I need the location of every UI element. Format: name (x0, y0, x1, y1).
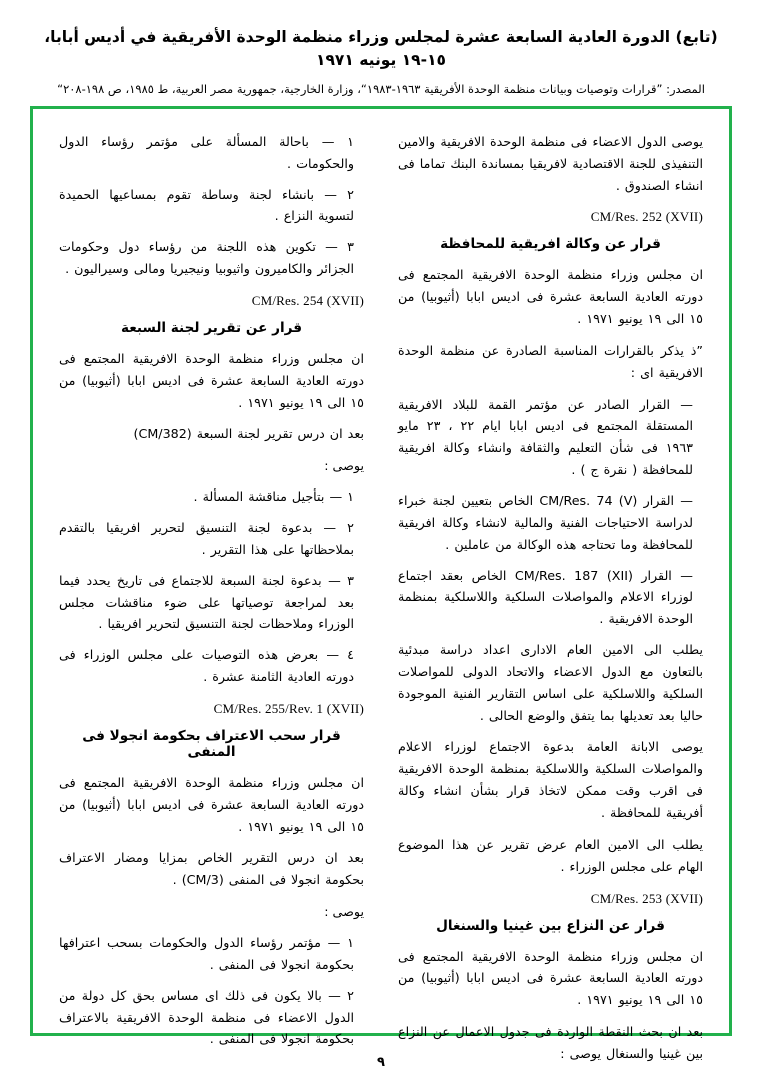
two-column-layout (59, 131, 703, 1061)
paragraph: يوصى الدول الاعضاء فى منظمة الوحدة الافريقية والامين التنفيذى للجنة الاقتصادية لافريقيا بمساندة البنك تماما فى انشاء الصندوق . (398, 133, 703, 193)
paragraph: ”ذ يذكر بالقرارات المناسبة الصادرة عن منظمة الوحدة الافريقية اى : (398, 342, 703, 380)
content-frame (30, 106, 732, 1061)
list-item: — القرار CM/Res. 187 (XII) الخاص بعقد اجتماع لوزراء الاعلام والمواصلات السلكية واللاسلكية بمنظمة الوحدة الافريقية . (398, 567, 693, 627)
lead-in-text: يوصى : (324, 904, 364, 920)
paragraph: ان مجلس وزراء منظمة الوحدة الافريقية المجتمع فى دورته العادية السابعة عشرة فى اديس ابابا (أثيوبيا) من ١٥ الى ١٩ يونيو ١٩٧١ . (398, 948, 703, 1008)
list-item: ٢ — بانشاء لجنة وساطة تقوم بمساعيها الحميدة لتسوية النزاع . (59, 186, 354, 224)
list-item: ٢ — بالا يكون فى ذلك اى مساس بحق كل دولة من الدول الاعضاء فى منظمة الوحدة الافريقية بالاعتراف بحكومة انجولا فى المنفى . (59, 987, 354, 1047)
document-source-note: المصدر: ”قرارات وتوصيات وبيانات منظمة الوحدة الأفريقية ١٩٦٣-١٩٨٣“، وزارة الخارجية، جمهورية مصر العربية، ط ١٩٨٥، ص ١٩٨-٢٠٨“ (57, 81, 705, 96)
resolution-id: CM/Res. 253 (XVII) (590, 890, 703, 906)
paragraph: يوصى الابانة العامة بدعوة الاجتماع لوزراء الاعلام والمواصلات السلكية واللاسلكية بمنظمة الوحدة الافريقية فى اقرب وقت ممكن لاتخاذ قرار بشأن انشاء وكالة أفريقية للمحافظة . (398, 739, 703, 820)
resolution-id: CM/Res. 254 (XVII) (251, 292, 364, 308)
list-item: ٣ — بدعوة لجنة السبعة للاجتماع فى تاريخ يحدد فيما بعد لمراجعة توصياتها على ضوء مناقشات مجلس الوزراء وملاحظات لجنة التنسيق لتحرير افريقيا . (59, 572, 354, 632)
resolution-title: قرار عن وكالة افريقية للمحافظة (440, 236, 661, 253)
right-column (398, 131, 703, 1061)
paragraph: ان مجلس وزراء منظمة الوحدة الافريقية المجتمع فى دورته العادية السابعة عشرة فى اديس ابابا (أثيوبيا) من ١٥ الى ١٩ يونيو ١٩٧١ . (59, 350, 364, 410)
document-title: (تابع) الدورة العادية السابعة عشرة لمجلس وزراء منظمة الوحدة الأفريقية في أديس أبابا، ١٥-١٩ يونيه ١٩٧١ (44, 28, 718, 70)
paragraph: ان مجلس وزراء منظمة الوحدة الافريقية المجتمع فى دورته العادية السابعة عشرة فى اديس ابابا (أثيوبيا) من ١٥ الى ١٩ يونيو ١٩٧١ . (59, 774, 364, 834)
list-item: ٢ — بدعوة لجنة التنسيق لتحرير افريقيا بالتقدم بملاحظاتها على هذا التقرير . (59, 520, 354, 557)
resolution-title: قرار عن النزاع بين غينيا والسنغال (436, 917, 665, 934)
list-item: ٣ — تكوين هذه اللجنة من رؤساء دول وحكومات الجزائر والكاميرون واثيوبيا ونيجيريا ومالى وسيراليون . (59, 239, 354, 277)
paragraph: بعد ان درس تقرير لجنة السبعة (CM/382) (133, 426, 364, 442)
page-header (30, 26, 732, 98)
page-number: ٩ (377, 1055, 385, 1070)
list-item: — القرار CM/Res. 74 (V) الخاص بتعيين لجنة خبراء لدراسة الاحتياجات الفنية والمالية لانشاء وكالة افريقية للمحافظة وما تحتاجه هذه الوكالة من عاملين . (398, 493, 693, 552)
list-item: ١ — مؤتمر رؤساء الدول والحكومات بسحب اعترافها بحكومة انجولا فى المنفى . (59, 934, 354, 972)
lead-in-text: يوصى : (324, 458, 364, 474)
paragraph: يطلب الى الامين العام الادارى اعداد دراسة مبدئية بالتعاون مع الدول الاعضاء والاتحاد الدولى للمواصلات السلكية واللاسلكية على اساس التقارير الفنية الموجودة حاليا بعد تعديلها بما يتفق والوضع الحالى . (398, 642, 703, 723)
resolution-title: قرار سحب الاعتراف بحكومة انجولا فى المنفى (82, 727, 341, 760)
list-item: ١ — بتأجيل مناقشة المسألة . (193, 489, 354, 505)
list-item: ١ — باحالة المسألة على مؤتمر رؤساء الدول والحكومات . (59, 133, 354, 171)
left-column (59, 131, 364, 1047)
list-item: — القرار الصادر عن مؤتمر القمة للبلاد الافريقية المستقلة المجتمع فى اديس ابابا ايام ٢٢ ، ٢٣ مايو ١٩٦٣ فى شأن التعليم والثقافة وانشاء وكالة افريقية للمحافظة ( نقرة ج ) . (398, 396, 693, 478)
resolution-title: قرار عن تقرير لجنة السبعة (121, 319, 302, 336)
resolution-id: CM/Res. 255/Rev. 1 (XVII) (213, 700, 364, 716)
paragraph: ان مجلس وزراء منظمة الوحدة الافريقية المجتمع فى دورته العادية السابعة عشرة فى اديس ابابا (أثيوبيا) من ١٥ الى ١٩ يونيو ١٩٧١ . (398, 267, 703, 327)
paragraph: بعد ان بحث النقطة الواردة فى جدول الاعمال عن النزاع بين غينيا والسنغال يوصى : (398, 1024, 703, 1061)
paragraph: بعد ان درس التقرير الخاص بمزايا ومضار الاعتراف بحكومة انجولا فى المنفى (CM/3) . (59, 850, 364, 888)
resolution-id: CM/Res. 252 (XVII) (590, 209, 703, 225)
list-item: ٤ — بعرض هذه التوصيات على مجلس الوزراء فى دورته العادية الثامنة عشرة . (59, 647, 354, 685)
paragraph: يطلب الى الامين العام عرض تقرير عن هذا الموضوع الهام على مجلس الوزراء . (398, 836, 703, 874)
